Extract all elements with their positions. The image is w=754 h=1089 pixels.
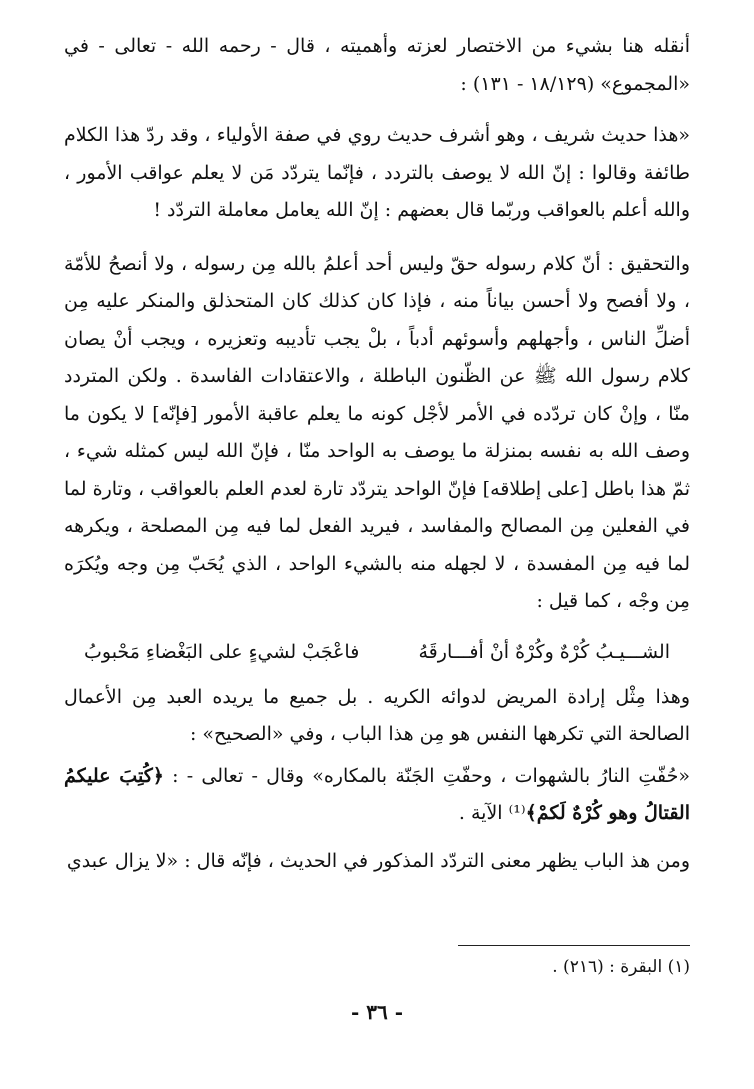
footnote-marker: ⁽¹⁾ — [508, 802, 526, 824]
footnote-divider — [458, 945, 690, 946]
hadith-paragraph — [64, 758, 690, 833]
poetry-verse — [64, 629, 690, 679]
closing-paragraph: ومن هذ الباب يظهر معنى التردّد المذكور في الحديث ، فإنّه قال : «لا يزال عبدي — [66, 849, 690, 872]
quran-ayah: ﴿كُتِبَ عليكمُ القتالُ وهو كُرْهٌ لَكمْ﴾ — [64, 764, 690, 824]
hadith-text: «حُفّتِ النارُ بالشهوات ، وحفّتِ الجَنّة بالمكاره» وقال - تعالى - : — [163, 764, 690, 787]
footnote: (١) البقرة : (٢١٦) . — [552, 957, 690, 977]
verse-right-hemistich: الشـــيـبُ كُرْهٌ وكُرْهٌ أنْ أفـــارقَهُ — [418, 640, 670, 663]
intro-paragraph: أنقله هنا بشيء من الاختصار لعزته وأهميته ، قال - رحمه الله - تعالى - في «المجموع» (١٨/١٢٩ - ١٣١) : — [64, 35, 690, 95]
page-number: - ٣٦ - — [350, 1000, 403, 1024]
marid-paragraph: وهذا مِثْل إرادة المريض لدوائه الكريه . بل جميع ما يريده العبد مِن الأعمال الصالحة التي تكرهها النفس هو مِن هذا الباب ، وفي «الصحيح» : — [64, 685, 690, 745]
quote-paragraph: «هذا حديث شريف ، وهو أشرف حديث روي في صفة الأولياء ، وقد ردّ هذا الكلام طائفة وقالوا : إنّ الله لا يوصف بالتردد ، فإنّما يتردّد مَن لا يعلم عواقب الأمور ، والله أعلم بالعواقب وربّما قال بعضهم : إنّ الله يعامل معاملة التردّد ! — [64, 124, 690, 221]
ayah-suffix: الآية . — [458, 802, 509, 824]
tahqiq-paragraph: والتحقيق : أنّ كلام رسوله حقّ وليس أحد أعلمُ بالله مِن رسوله ، ولا أنصحُ للأمّة ، ولا أفصح ولا أحسن بياناً منه ، فإذا كان كذلك كان المتحذلق والمنكر عليه مِن أضلِّ الناس ، وأجهلهم وأسوئهم أدباً ، بلْ يجب تأديبه وتعزيره ، ويجب أنْ يصان كلام رسول الله ﷺ عن الظّنون الباطلة ، والاعتقادات الفاسدة . ولكن المتردد منّا ، وإنْ كان تردّده في الأمر لأجْل كونه ما يعلم عاقبة الأمور [فإنّه] لا يكون ما وصف الله به نفسه بمنزلة ما يوصف به الواحد منّا ، فإنّ الله ليس كمثله شيء ، ثمّ هذا باطل [على إطلاقه] فإنّ الواحد يتردّد تارة لعدم العلم بالعواقب ، وتارة لما في الفعلين مِن المصالح والمفاسد ، فيريد الفعل لما فيه مِن المصلحة ، ويكرهه لما فيه مِن المفسدة ، لا لجهله منه بالشيء الواحد ، الذي يُحَبّ مِن وجه ويُكرَه مِن وجْه ، كما قيل : — [64, 252, 690, 612]
verse-left-hemistich: فاعْجَبْ لشيءٍ على البَغْضاءِ مَحْبوبُ — [84, 640, 360, 663]
